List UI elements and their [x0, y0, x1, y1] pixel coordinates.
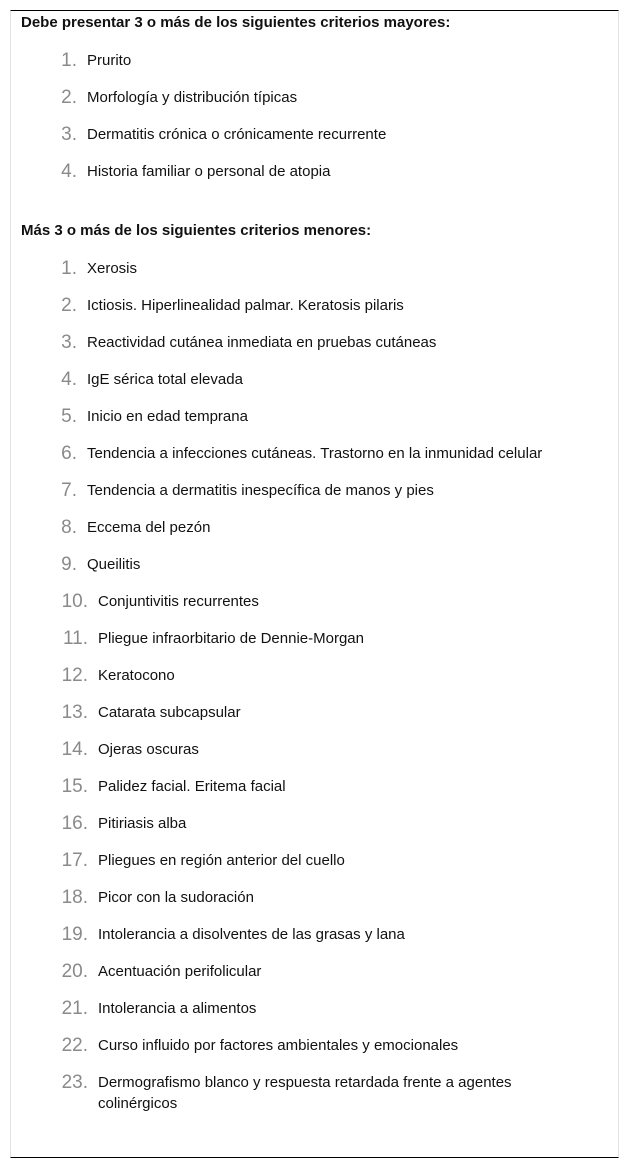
item-text: Palidez facial. Eritema facial: [98, 778, 286, 795]
item-number: 17.: [61, 850, 88, 871]
item-number: 9.: [61, 554, 77, 575]
item-text: Pliegues en región anterior del cuello: [98, 852, 345, 869]
item-text: Curso influido por factores ambientales y emocionales: [98, 1037, 459, 1054]
item-text: Historia familiar o personal de atopia: [87, 163, 331, 180]
item-number: 2.: [61, 87, 77, 108]
criteria-table: [10, 10, 619, 1158]
item-number: 22.: [61, 1035, 88, 1056]
item-number: 4.: [61, 161, 77, 182]
item-text: Conjuntivitis recurrentes: [98, 593, 259, 610]
item-number: 1.: [61, 258, 77, 279]
item-number: 14.: [61, 739, 88, 760]
item-number: 18.: [61, 887, 88, 908]
item-number: 20.: [61, 961, 88, 982]
item-text: Dermatitis crónica o crónicamente recurrente: [87, 126, 387, 143]
item-text: Inicio en edad temprana: [87, 408, 248, 425]
item-number: 2.: [61, 295, 77, 316]
item-text: Acentuación perifolicular: [98, 963, 262, 980]
item-number: 23.: [61, 1072, 88, 1093]
item-number: 12.: [61, 665, 88, 686]
item-number: 10.: [61, 591, 88, 612]
item-number: 3.: [61, 332, 77, 353]
item-text: Ojeras oscuras: [98, 741, 199, 758]
item-text: Picor con la sudoración: [98, 889, 254, 906]
item-number: 16.: [61, 813, 88, 834]
item-text: Reactividad cutánea inmediata en pruebas cutáneas: [87, 334, 437, 351]
item-text: Dermografismo blanco y respuesta retardada frente a agentes colinérgicos: [98, 1074, 512, 1112]
item-number: 1.: [61, 50, 77, 71]
item-text: Ictiosis. Hiperlinealidad palmar. Keratosis pilaris: [87, 297, 404, 314]
item-text: Intolerancia a disolventes de las grasas y lana: [98, 926, 405, 943]
item-text: Prurito: [87, 52, 132, 69]
item-number: 7.: [61, 480, 77, 501]
item-text: Tendencia a dermatitis inespecífica de manos y pies: [87, 482, 434, 499]
item-number: 4.: [61, 369, 77, 390]
item-text: Catarata subcapsular: [98, 704, 241, 721]
item-text: Intolerancia a alimentos: [98, 1000, 257, 1017]
item-number: 3.: [61, 124, 77, 145]
item-text: Xerosis: [87, 260, 138, 277]
item-number: 8.: [61, 517, 77, 538]
item-number: 21.: [61, 998, 88, 1019]
item-text: Pliegue infraorbitario de Dennie-Morgan: [98, 630, 364, 647]
item-number: 6.: [61, 443, 77, 464]
item-text: IgE sérica total elevada: [87, 371, 243, 388]
item-number: 15.: [61, 776, 88, 797]
item-number: 11.: [62, 628, 88, 649]
major-criteria-heading: Debe presentar 3 o más de los siguientes criterios mayores:: [21, 14, 451, 31]
item-text: Tendencia a infecciones cutáneas. Trastorno en la inmunidad celular: [87, 445, 543, 462]
item-text: Queilitis: [87, 556, 141, 573]
item-text: Eccema del pezón: [87, 519, 211, 536]
item-text: Morfología y distribución típicas: [87, 89, 298, 106]
item-number: 13.: [61, 702, 88, 723]
item-text: Pitiriasis alba: [98, 815, 187, 832]
minor-criteria-heading: Más 3 o más de los siguientes criterios menores:: [21, 222, 372, 239]
item-number: 19.: [61, 924, 88, 945]
item-number: 5.: [61, 406, 77, 427]
item-text: Keratocono: [98, 667, 175, 684]
